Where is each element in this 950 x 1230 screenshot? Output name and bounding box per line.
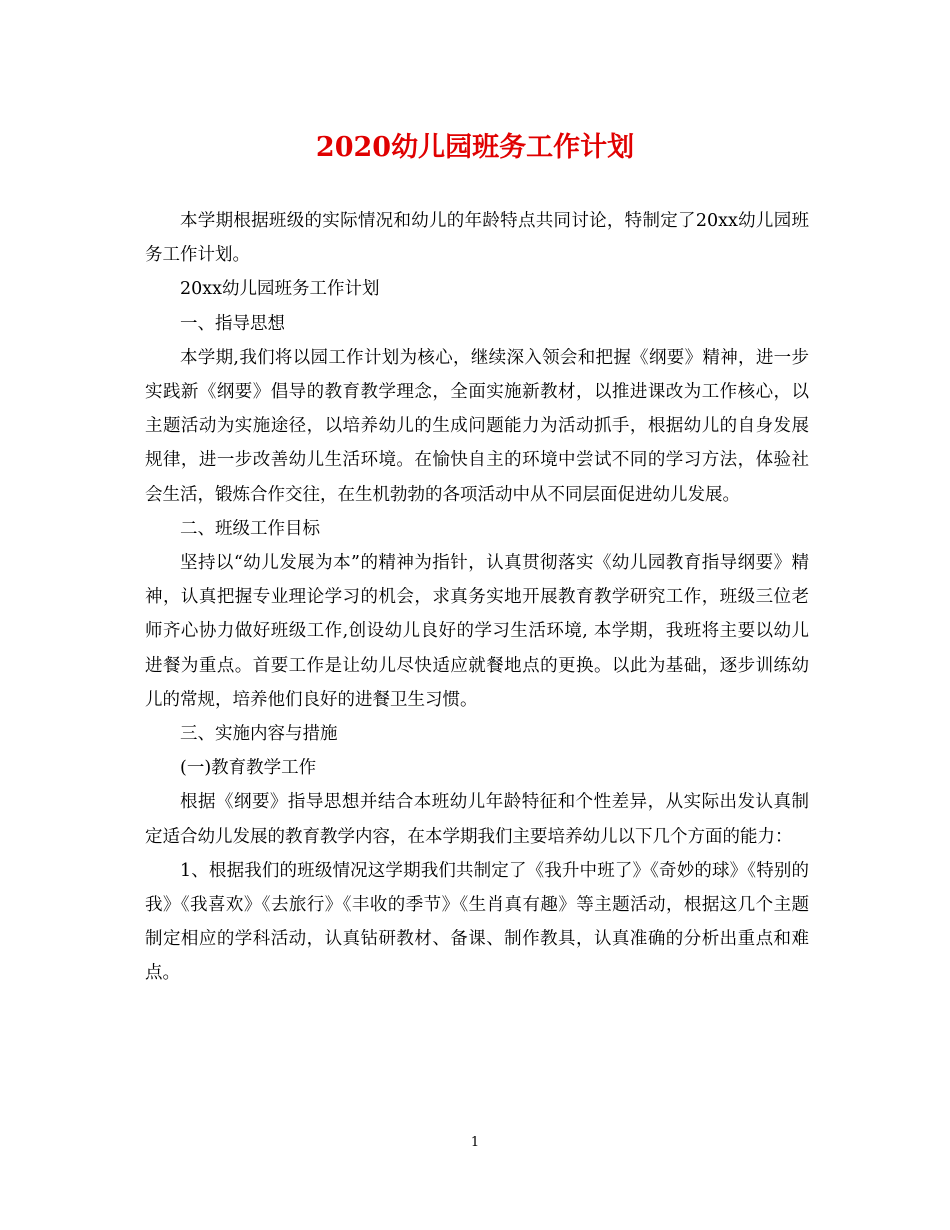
paragraph-guiding-thought: 本学期,我们将以园工作计划为核心，继续深入领会和把握《纲要》精神，进一步实践新《纲要》倡导的教育教学理念，全面实施新教材，以推进课改为工作核心，以主题活动为实施途径，以培养幼儿的生成问题能力为活动抓手，根据幼儿的自身发展规律，进一步改善幼儿生活环境。在愉快自主的环境中尝试不同的学习方法，体验社会生活，锻炼合作交往，在生机勃勃的各项活动中从不同层面促进幼儿发展。 — [145, 347, 809, 505]
document-body — [145, 204, 809, 991]
page-number: 1 — [470, 1135, 480, 1150]
section-heading-class-goals: 二、班级工作目标 — [180, 518, 320, 539]
paragraph-teaching-work: 根据《纲要》指导思想并结合本班幼儿年龄特征和个性差异，从实际出发认真制定适合幼儿发展的教育教学内容，在本学期我们主要培养幼儿以下几个方面的能力： — [145, 792, 809, 847]
document-title: 2020幼儿园班务工作计划 — [315, 132, 635, 163]
section-heading-content-measures: 三、实施内容与措施 — [180, 724, 338, 745]
paragraph-class-goals: 坚持以“幼儿发展为本”的精神为指针，认真贯彻落实《幼儿园教育指导纲要》精神，认真把握专业理论学习的机会，求真务实地开展教育教学研究工作，班级三位老师齐心协力做好班级工作,创设幼儿良好的学习生活环境, 本学期，我班将主要以幼儿进餐为重点。首要工作是让幼儿尽快适应就餐地点的更换。以此为基础，逐步训练幼儿的常规，培养他们良好的进餐卫生习惯。 — [145, 553, 809, 710]
section-heading-guiding-thought: 一、指导思想 — [180, 313, 285, 334]
paragraph-item-1: 1、根据我们的班级情况这学期我们共制定了《我升中班了》《奇妙的球》《特别的我》《我喜欢》《去旅行》《丰收的季节》《生肖真有趣》等主题活动，根据这几个主题制定相应的学科活动，认真钻研教材、备课、制作教具，认真准确的分析出重点和难点。 — [145, 860, 809, 984]
subsection-heading-teaching-work: (一)教育教学工作 — [180, 758, 317, 779]
paragraph-subtitle: 20xx幼儿园班务工作计划 — [180, 279, 380, 300]
paragraph-intro: 本学期根据班级的实际情况和幼儿的年龄特点共同讨论，特制定了20xx幼儿园班务工作计划。 — [145, 211, 809, 266]
